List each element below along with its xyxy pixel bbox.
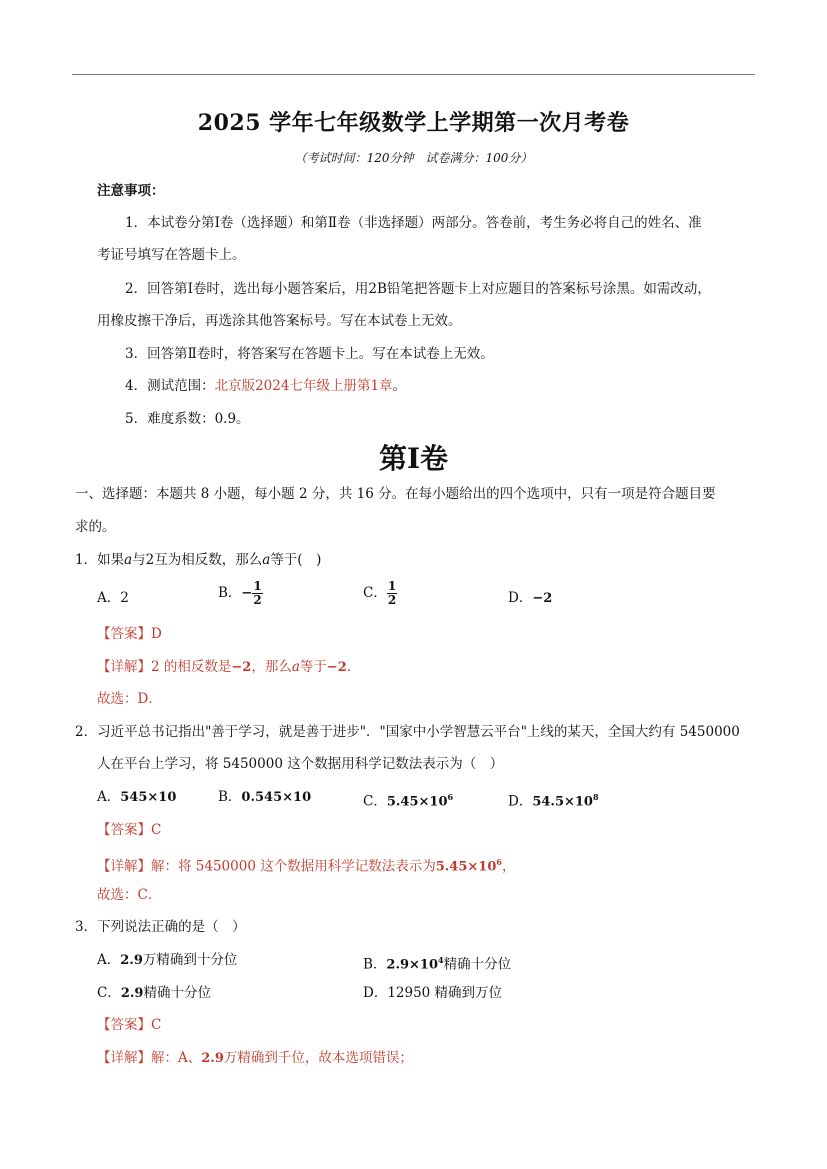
test-scope: 北京版2024七年级上册第1章 (214, 378, 393, 394)
notice-item-3: 3．回答第Ⅱ卷时，将答案写在答题卡上。写在本试卷上无效。 (125, 346, 494, 362)
section-title: 第Ⅰ卷 (378, 442, 449, 475)
q2-answer: 【答案】C (97, 822, 162, 838)
q2-option-a: A．545×10 (97, 789, 177, 805)
notice-item-4: 4．测试范围：北京版2024七年级上册第1章。 (125, 378, 407, 394)
page-title: 2025 学年七年级数学上学期第一次月考卷 (197, 110, 630, 136)
q2-stem-cont: 人在平台上学习，将 5450000 这个数据用科学记数法表示为（ ） (97, 756, 504, 772)
notice-item-5: 5．难度系数：0.9。 (125, 411, 250, 427)
section-intro-cont: 求的。 (75, 519, 116, 535)
exam-info: （考试时间：120分钟 试卷满分：100分） (294, 151, 533, 165)
q2-choose: 故选：C． (97, 887, 162, 903)
q1-choose: 故选：D． (97, 691, 162, 707)
q3-option-d: D．12950 精确到万位 (363, 985, 503, 1001)
q3-option-c: C．2.9精确十分位 (97, 985, 211, 1001)
q3-answer: 【答案】C (97, 1017, 162, 1033)
section-intro: 一、选择题：本题共 8 小题，每小题 2 分，共 16 分。在每小题给出的四个选项中，只有一项是符合题目要 (75, 486, 716, 502)
notice-item-2: 2．回答第Ⅰ卷时，选出每小题答案后，用2B铅笔把答题卡上对应题目的答案标号涂黑。如需改动， (125, 281, 711, 297)
q3-detail: 【详解】解：A、2.9万精确到千位，故本选项错误； (97, 1050, 413, 1066)
q1-option-a: A．2 (97, 590, 129, 606)
notice-item-2-cont: 用橡皮擦干净后，再选涂其他答案标号。写在本试卷上无效。 (97, 313, 462, 329)
q2-stem: 2．习近平总书记指出"善于学习，就是善于进步"．"国家中小学智慧云平台"上线的某天，全国大约有 5450000 (75, 724, 740, 740)
q3-option-b: B．$2.9\times 10^4$精确十分位 (363, 955, 512, 973)
q3-stem: 3．下列说法正确的是（ ） (75, 919, 246, 935)
q1-answer: 【答案】D (97, 626, 162, 642)
q1-option-b: B．− $\frac{1}{2}$ (218, 579, 262, 607)
q2-option-b: B．0.545×10 (218, 789, 312, 805)
notice-item-1-cont: 考证号填写在答题卡上。 (97, 247, 246, 263)
header-rule (72, 74, 755, 75)
q1-detail: 【详解】2 的相反数是−2，那么a等于−2． (97, 659, 361, 675)
q2-detail: 【详解】解：将 5450000 这个数据用科学记数法表示为$5.45\times 10^6$， (97, 857, 516, 875)
q1-stem: 1．如果a与2互为相反数，那么a等于( ) (75, 552, 322, 568)
notice-heading: 注意事项： (97, 183, 165, 199)
q1-option-d: D．−2 (508, 590, 553, 606)
q3-option-a: A．2.9万精确到十分位 (97, 952, 238, 968)
q2-option-c: C．$5.45\times 10^6$ (363, 792, 454, 810)
notice-item-1: 1．本试卷分第Ⅰ卷（选择题）和第Ⅱ卷（非选择题）两部分。答卷前，考生务必将自己的姓名、准 (125, 215, 702, 231)
q1-option-c: C． $\frac{1}{2}$ (363, 579, 397, 607)
q2-option-d: D．$54.5\times 10^8$ (508, 792, 599, 810)
